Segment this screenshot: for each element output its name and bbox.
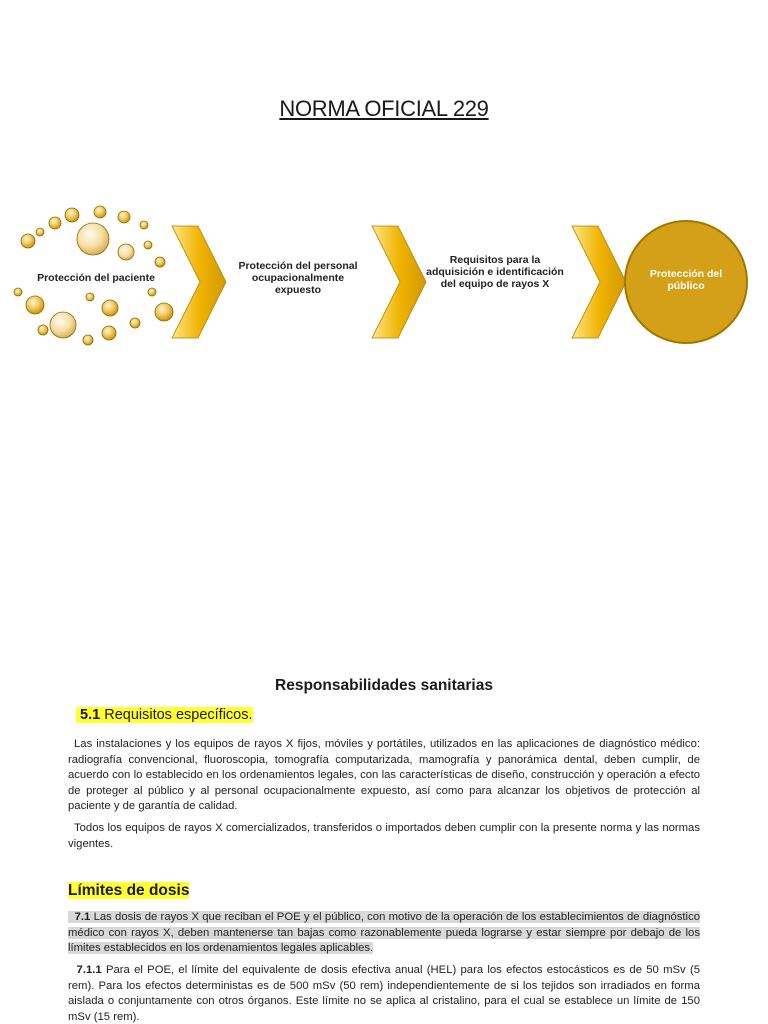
paragraph-7-1-number: 7.1: [74, 911, 91, 923]
paragraph-7-1-1-text: Para el POE, el límite del equivalente de dosis efectiva anual (HEL) para los efectos estocásticos es de 50 mSv (5 rem). Para los efectos deterministas es de 500 mSv (50 rem) independientemente de si los tejidos son irradiados en forma aislada o conjuntamente con otros órganos. Este límite no se aplica al cristalino, para el cual se establece un límite de 150 mSv (15 rem).: [68, 964, 701, 1023]
paragraph-7-1: [68, 910, 700, 957]
step-label-patient: Protección del paciente: [37, 272, 155, 284]
section-title: Responsabilidades sanitarias: [275, 677, 493, 694]
chevron-arrow-3: [572, 226, 626, 338]
paragraph-equipment: Todos los equipos de rayos X comercializados, transferidos o importados deben cumplir con la presente norma y las normas vigentes.: [68, 822, 700, 850]
paragraph-7-1-1: [68, 963, 700, 1024]
limits-heading-text: Límites de dosis: [68, 882, 190, 899]
paragraph-requirements: Las instalaciones y los equipos de rayos X fijos, móviles y portátiles, utilizados en las aplicaciones de diagnóstico médico: radiografía convencional, fluoroscopia, tomografía computarizada, mamografía y panorámica dental, deben cumplir, de acuerdo con lo establecido en los ordenamientos legales, con las características de diseño, construcción y operación a efecto de proteger al público y al personal ocupacionalmente expuesto, así como para alcanzar los objetivos de protección al paciente y de garantía de calidad.: [68, 738, 700, 812]
subsection-heading: [76, 707, 253, 723]
chevron-arrow-1: [172, 226, 226, 338]
subsection-number: 5.1: [80, 707, 101, 723]
paragraph-7-1-1-number: 7.1.1: [76, 964, 102, 976]
subsection-title: Requisitos específicos.: [104, 707, 253, 723]
paragraph-7-1-text: Las dosis de rayos X que reciban el POE y el público, con motivo de la operación de los establecimientos de diagnóstico médico con rayos X, deben mantenerse tan bajas como razonablemente pueda lograrse y estar siempre por debajo de los límites establecidos en los ordenamientos legales aplicables.: [68, 911, 700, 954]
page-title: NORMA OFICIAL 229: [279, 96, 489, 121]
chevron-arrow-2: [372, 226, 426, 338]
process-diagram: [0, 190, 768, 360]
step-label-staff: Protección del personal ocupacionalmente expuesto: [238, 260, 358, 296]
step-label-equipment: Requisitos para la adquisición e identificación del equipo de rayos X: [426, 254, 564, 290]
step-label-public: Protección del público: [649, 268, 723, 292]
limits-heading: [68, 882, 189, 900]
